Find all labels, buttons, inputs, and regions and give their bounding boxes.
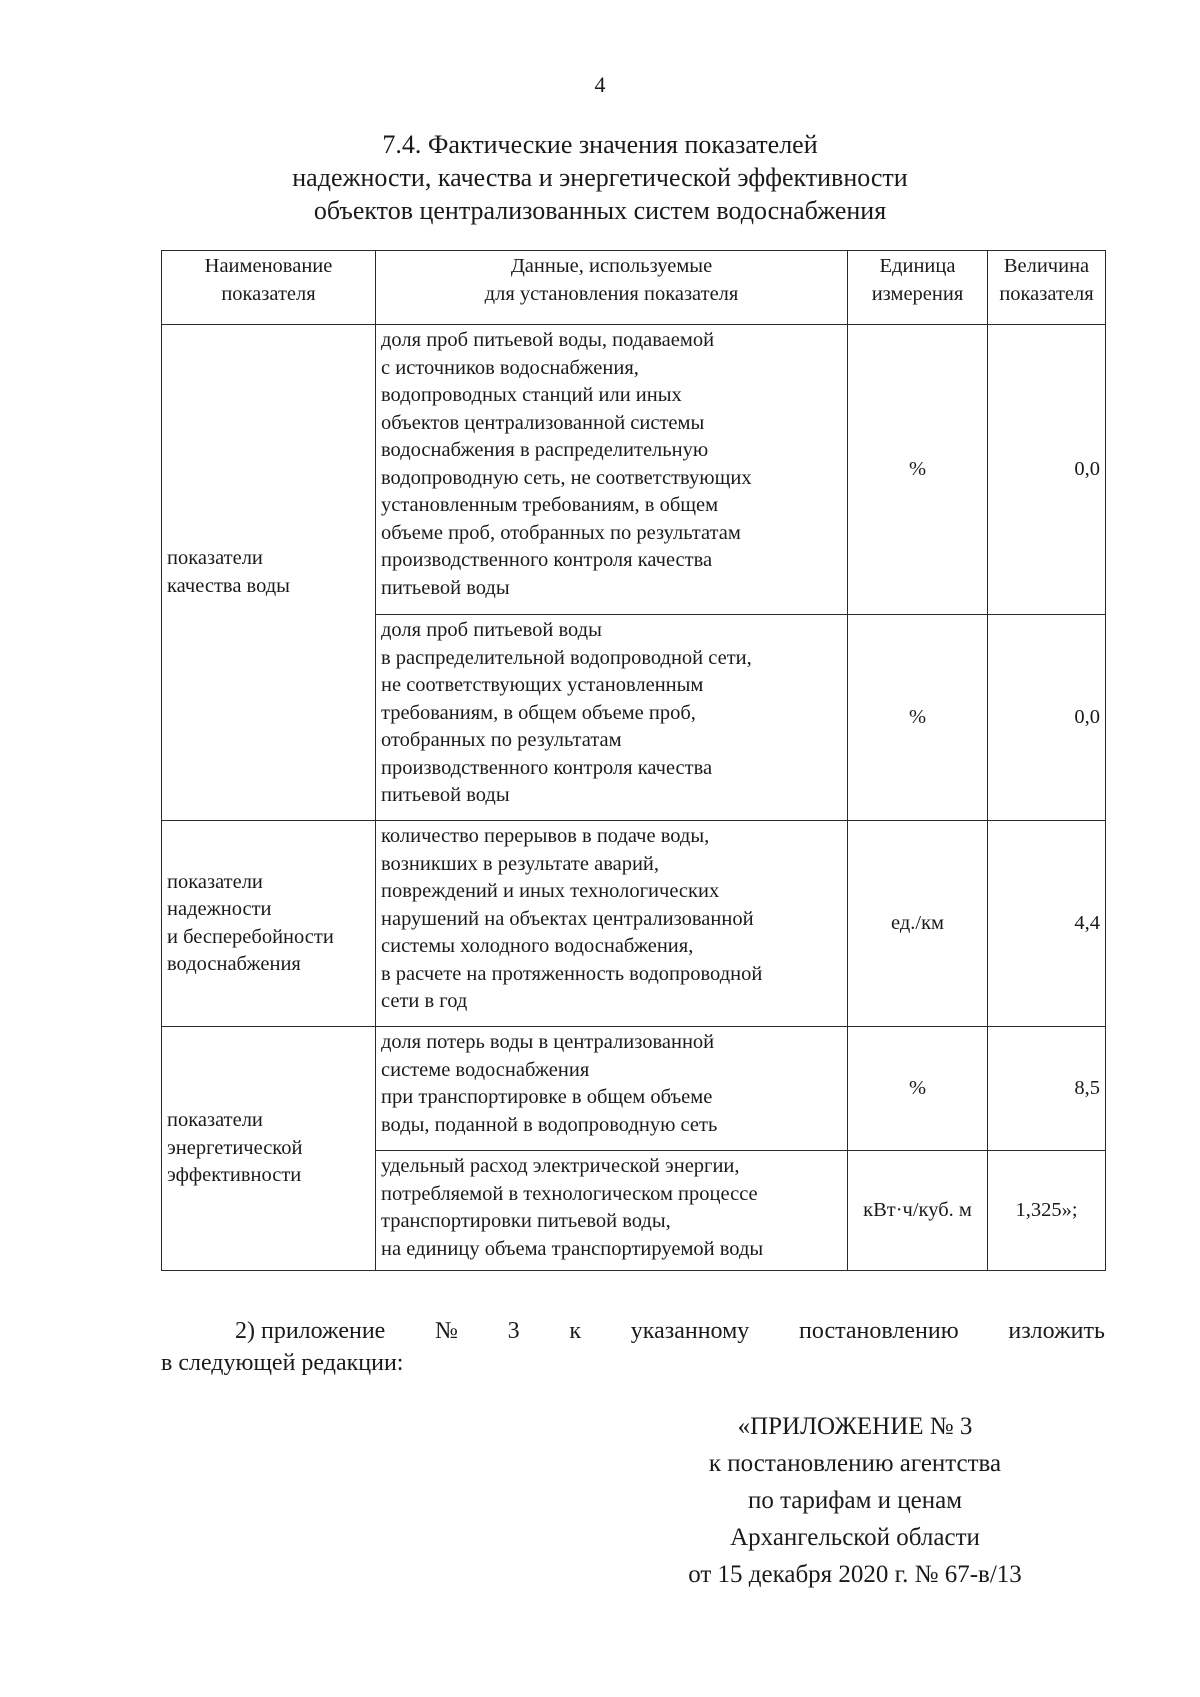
value-cell: 8,5	[988, 1027, 1106, 1151]
indicator-group-reliability	[162, 821, 376, 1027]
source-data-line: возникших в результате аварий,	[381, 852, 660, 875]
header-line: для установления показателя	[484, 282, 739, 305]
source-data-line: транспортировки питьевой воды,	[381, 1210, 671, 1232]
amendment-word: 2) приложение	[235, 1318, 386, 1344]
value-cell: 4,4	[988, 821, 1106, 1027]
amendment-first-line	[161, 1315, 1105, 1347]
amendment-word: №	[435, 1318, 458, 1344]
source-data-line: требованиям, в общем объеме проб,	[381, 701, 696, 724]
source-data-line: с источников водоснабжения,	[381, 356, 639, 379]
section-title-line: надежности, качества и энергетической эффективности	[292, 163, 908, 192]
indicator-group-line: надежности	[167, 898, 272, 920]
indicator-group-line: водоснабжения	[167, 953, 301, 975]
table-header-row	[162, 251, 1106, 325]
source-data-line: потребляемой в технологическом процессе	[381, 1182, 758, 1205]
section-title-line: объектов централизованных систем водоснабжения	[313, 196, 887, 225]
source-data-line: на единицу объема транспортируемой воды	[381, 1237, 764, 1260]
source-data-line: питьевой воды	[381, 576, 510, 599]
header-line: Величина	[1003, 255, 1090, 277]
section-title-line: 7.4. Фактические значения показателей	[382, 130, 818, 159]
source-data-cell	[376, 1151, 848, 1271]
indicator-group-energy	[162, 1027, 376, 1271]
appendix-line: по тарифам и ценам	[747, 1487, 963, 1514]
source-data-line: объектов централизованной системы	[381, 411, 705, 434]
source-data-line: доля потерь воды в централизованной	[381, 1031, 715, 1053]
source-data-line: повреждений и иных технологических	[381, 880, 720, 902]
source-data-line: системе водоснабжения	[381, 1058, 590, 1081]
amendment-word: указанному	[630, 1318, 750, 1344]
indicator-group-line: качества воды	[167, 574, 290, 597]
source-data-line: доля проб питьевой воды, подаваемой	[381, 329, 715, 351]
source-data-line: питьевой воды	[381, 784, 510, 806]
indicator-group-line: энергетической	[167, 1136, 303, 1159]
source-data-line: водопроводных станций или иных	[381, 384, 682, 406]
source-data-cell	[376, 1027, 848, 1151]
source-data-line: отобранных по результатам	[381, 729, 622, 751]
header-line: Данные, используемые	[510, 255, 713, 277]
appendix-line: «ПРИЛОЖЕНИЕ № 3	[737, 1413, 973, 1440]
header-value	[988, 251, 1106, 325]
amendment-word: постановлению	[799, 1318, 959, 1344]
source-data-cell	[376, 615, 848, 821]
value-cell: 1,325»;	[988, 1151, 1106, 1271]
source-data-line: объеме проб, отобранных по результатам	[381, 521, 741, 544]
header-line: показателя	[221, 282, 316, 305]
table-row	[162, 325, 1106, 615]
unit-cell: %	[848, 615, 988, 821]
indicator-group-line: показатели	[167, 547, 263, 569]
source-data-line: удельный расход электрической энергии,	[381, 1155, 740, 1177]
header-line: измерения	[871, 282, 964, 305]
section-title	[0, 128, 1200, 227]
source-data-line: нарушений на объектах централизованной	[381, 907, 754, 930]
indicator-group-line: показатели	[167, 1109, 263, 1132]
source-data-line: установленным требованиям, в общем	[381, 494, 719, 516]
amendment-word: изложить	[1008, 1318, 1105, 1344]
amendment-second-line: в следующей редакции:	[161, 1350, 404, 1376]
appendix-line: от 15 декабря 2020 г. № 67-в/13	[688, 1561, 1022, 1588]
source-data-line: доля проб питьевой воды	[381, 619, 602, 641]
source-data-line: производственного контроля качества	[381, 549, 713, 571]
indicator-group-line: эффективности	[167, 1164, 302, 1187]
indicator-group-line: показатели	[167, 870, 263, 893]
source-data-cell	[376, 325, 848, 615]
table-row	[162, 821, 1106, 1027]
value-cell: 0,0	[988, 615, 1106, 821]
unit-cell: %	[848, 325, 988, 615]
source-data-line: воды, поданной в водопроводную сеть	[381, 1113, 718, 1136]
header-line: показателя	[999, 282, 1094, 305]
page-number: 4	[594, 72, 606, 97]
header-source-data	[376, 251, 848, 325]
source-data-cell	[376, 821, 848, 1027]
header-unit	[848, 251, 988, 325]
indicator-group-line: и бесперебойности	[167, 925, 334, 948]
unit-cell: кВт·ч/куб. м	[848, 1151, 988, 1271]
unit-cell: ед./км	[848, 821, 988, 1027]
header-line: Наименование	[204, 255, 333, 277]
indicators-table	[161, 250, 1106, 1271]
source-data-line: водопроводную сеть, не соответствующих	[381, 466, 752, 489]
appendix-line: к постановлению агентства	[708, 1450, 1002, 1477]
amendment-word: к	[569, 1318, 582, 1344]
amendment-paragraph	[161, 1315, 1105, 1379]
unit-cell: %	[848, 1027, 988, 1151]
value-cell: 0,0	[988, 325, 1106, 615]
source-data-line: в распределительной водопроводной сети,	[381, 646, 752, 669]
source-data-line: при транспортировке в общем объеме	[381, 1086, 713, 1108]
header-line: Единица	[879, 255, 956, 277]
source-data-line: не соответствующих установленным	[381, 674, 704, 696]
header-indicator-name	[162, 251, 376, 325]
appendix-line: Архангельской области	[730, 1524, 980, 1551]
appendix-heading	[560, 1408, 1150, 1593]
table-row	[162, 1027, 1106, 1151]
source-data-line: в расчете на протяженность водопроводной	[381, 962, 763, 985]
source-data-line: производственного контроля качества	[381, 756, 713, 779]
indicator-group-quality	[162, 325, 376, 821]
source-data-line: водоснабжения в распределительную	[381, 439, 709, 461]
source-data-line: количество перерывов в подаче воды,	[381, 825, 710, 847]
source-data-line: системы холодного водоснабжения,	[381, 935, 694, 957]
amendment-word: 3	[507, 1318, 520, 1344]
source-data-line: сети в год	[381, 990, 468, 1012]
